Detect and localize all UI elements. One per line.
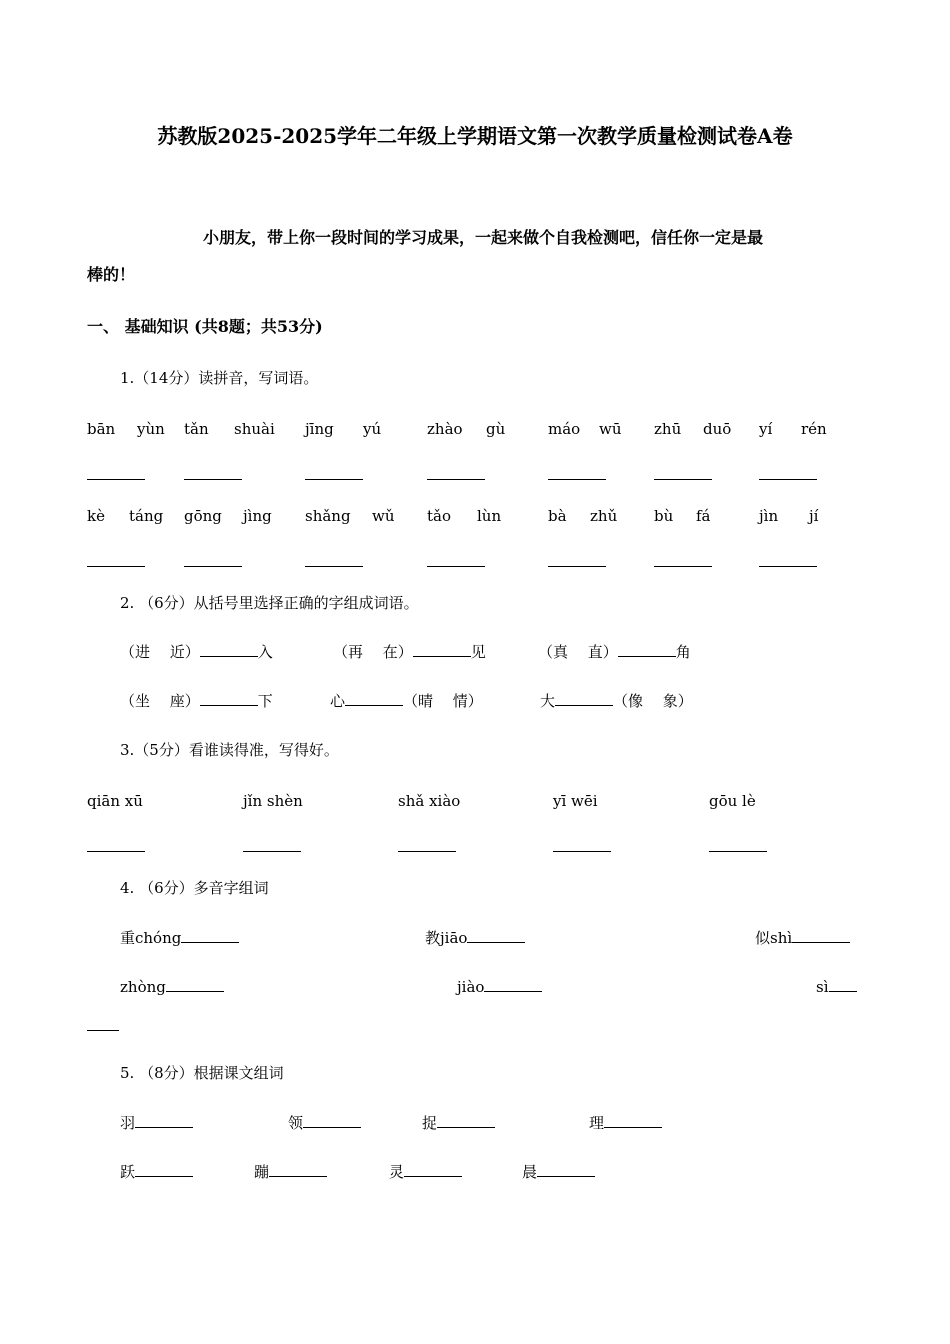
polyphone-reading: sì: [816, 978, 829, 996]
q2-option: （像 象）: [613, 692, 693, 710]
pinyin-syllable: yùn: [137, 420, 165, 438]
q2-option: （再 在）: [333, 643, 413, 661]
answer-blank[interactable]: [427, 566, 485, 567]
pinyin-syllable: gōng: [184, 507, 222, 525]
pinyin-syllable: wū: [599, 420, 622, 438]
q2-item: [120, 692, 273, 710]
answer-blank[interactable]: [166, 990, 224, 992]
pinyin-syllable: kè: [87, 507, 105, 525]
pinyin-syllable: fá: [696, 507, 711, 525]
q3-pinyin: jǐn shèn: [243, 792, 303, 810]
answer-blank[interactable]: [184, 566, 242, 567]
q5-item: [120, 1163, 193, 1181]
answer-blank[interactable]: [709, 851, 767, 852]
pinyin-syllable: jìng: [243, 507, 272, 525]
answer-blank[interactable]: [413, 655, 471, 657]
answer-blank[interactable]: [553, 851, 611, 852]
q2-item: [330, 692, 483, 710]
pinyin-syllable: tǎn: [184, 420, 209, 438]
pinyin-syllable: zhū: [654, 420, 682, 438]
q4-item: [120, 978, 224, 996]
pinyin-syllable: yú: [363, 420, 382, 438]
answer-blank[interactable]: [548, 479, 606, 480]
intro-line-2: 棒的！: [87, 265, 136, 284]
answer-blank[interactable]: [135, 1175, 193, 1177]
q5-character: 蹦: [254, 1163, 270, 1181]
q5-character: 羽: [120, 1114, 136, 1132]
section-heading: 一、 基础知识 (共8题；共53分): [87, 317, 323, 336]
q2-option: （进 近）: [120, 643, 200, 661]
q3-pinyin: shǎ xiào: [398, 792, 461, 810]
polyphone-reading: 重chóng: [120, 929, 182, 947]
q3-pinyin: yī wēi: [553, 792, 598, 810]
answer-blank[interactable]: [345, 704, 403, 706]
polyphone-reading: 教jiāo: [425, 929, 468, 947]
page-title: 苏教版2025-2025学年二年级上学期语文第一次教学质量检测试卷A卷: [157, 124, 793, 148]
q2-option: （真 直）: [538, 643, 618, 661]
pinyin-syllable: shǎng: [305, 507, 351, 525]
pinyin-syllable: shuài: [234, 420, 275, 438]
pinyin-syllable: wǔ: [372, 507, 395, 525]
answer-blank[interactable]: [792, 941, 850, 943]
answer-blank[interactable]: [437, 1126, 495, 1128]
pinyin-syllable: máo: [548, 420, 581, 438]
q3-pinyin: gōu lè: [709, 792, 756, 810]
intro-line-1: 小朋友，带上你一段时间的学习成果，一起来做个自我检测吧，信任你一定是最: [203, 228, 764, 247]
pinyin-syllable: gù: [486, 420, 506, 438]
question-1-label: 1.（14分）读拼音，写词语。: [120, 369, 319, 387]
q5-item: [422, 1114, 495, 1132]
q5-item: [254, 1163, 327, 1181]
pinyin-syllable: tǎo: [427, 507, 452, 525]
q4-item: [755, 929, 850, 947]
answer-blank[interactable]: [305, 566, 363, 567]
q2-prefix: 心: [330, 692, 346, 710]
q5-character: 理: [589, 1114, 605, 1132]
question-2-label: 2. （6分）从括号里选择正确的字组成词语。: [120, 594, 419, 612]
pinyin-syllable: bà: [548, 507, 567, 525]
answer-blank[interactable]: [181, 941, 239, 943]
q4-item: [425, 929, 525, 947]
q2-option: （坐 座）: [120, 692, 200, 710]
q5-character: 领: [288, 1114, 304, 1132]
answer-blank[interactable]: [484, 990, 542, 992]
pinyin-syllable: jīng: [305, 420, 334, 438]
answer-blank[interactable]: [427, 479, 485, 480]
question-4-label: 4. （6分）多音字组词: [120, 879, 269, 897]
answer-blank[interactable]: [404, 1175, 462, 1177]
q5-item: [389, 1163, 462, 1181]
answer-blank[interactable]: [604, 1126, 662, 1128]
answer-blank[interactable]: [305, 479, 363, 480]
q2-item: [538, 643, 691, 661]
polyphone-reading: 似shì: [755, 929, 793, 947]
polyphone-reading: zhòng: [120, 978, 166, 996]
q2-suffix: 角: [675, 643, 691, 661]
answer-blank[interactable]: [303, 1126, 361, 1128]
answer-blank[interactable]: [135, 1126, 193, 1128]
pinyin-syllable: táng: [129, 507, 164, 525]
answer-blank[interactable]: [87, 479, 145, 480]
question-3-label: 3.（5分）看谁读得准，写得好。: [120, 741, 339, 759]
q2-suffix: 见: [470, 643, 486, 661]
answer-blank[interactable]: [200, 704, 258, 706]
q2-item: [540, 692, 693, 710]
pinyin-syllable: duō: [703, 420, 732, 438]
answer-blank[interactable]: [467, 941, 525, 943]
q5-character: 跃: [120, 1163, 136, 1181]
answer-blank[interactable]: [200, 655, 258, 657]
q4-item: [120, 929, 239, 947]
answer-blank[interactable]: [87, 851, 145, 852]
pinyin-syllable: zhǔ: [590, 507, 618, 525]
pinyin-syllable: zhào: [427, 420, 463, 438]
q5-item: [288, 1114, 361, 1132]
answer-blank[interactable]: [537, 1175, 595, 1177]
answer-blank[interactable]: [654, 566, 712, 567]
pinyin-syllable: bān: [87, 420, 116, 438]
q2-suffix: 入: [257, 643, 273, 661]
q3-pinyin: qiān xū: [87, 792, 143, 810]
answer-blank-continued[interactable]: [87, 1030, 119, 1031]
pinyin-syllable: bù: [654, 507, 674, 525]
q5-item: [589, 1114, 662, 1132]
answer-blank[interactable]: [184, 479, 242, 480]
q5-item: [120, 1114, 193, 1132]
pinyin-syllable: jìn: [759, 507, 779, 525]
answer-blank[interactable]: [548, 566, 606, 567]
answer-blank[interactable]: [759, 566, 817, 567]
answer-blank[interactable]: [269, 1175, 327, 1177]
q2-prefix: 大: [540, 692, 556, 710]
answer-blank[interactable]: [654, 479, 712, 480]
answer-blank[interactable]: [829, 990, 857, 992]
answer-blank[interactable]: [243, 851, 301, 852]
answer-blank[interactable]: [87, 566, 145, 567]
q2-option: （晴 情）: [403, 692, 483, 710]
question-5-label: 5. （8分）根据课文组词: [120, 1064, 284, 1082]
pinyin-syllable: lùn: [477, 507, 502, 525]
q4-item: [457, 978, 542, 996]
pinyin-syllable: yí: [759, 420, 773, 438]
q5-item: [522, 1163, 595, 1181]
q5-character: 捉: [422, 1114, 438, 1132]
q5-character: 晨: [522, 1163, 538, 1181]
answer-blank[interactable]: [555, 704, 613, 706]
answer-blank[interactable]: [398, 851, 456, 852]
answer-blank[interactable]: [618, 655, 676, 657]
q2-item: [120, 643, 273, 661]
q4-item: [816, 978, 857, 996]
pinyin-syllable: rén: [801, 420, 827, 438]
q5-character: 灵: [389, 1163, 405, 1181]
polyphone-reading: jiào: [457, 978, 485, 996]
q2-item: [333, 643, 486, 661]
answer-blank[interactable]: [759, 479, 817, 480]
pinyin-syllable: jí: [809, 507, 819, 525]
q2-suffix: 下: [257, 692, 273, 710]
